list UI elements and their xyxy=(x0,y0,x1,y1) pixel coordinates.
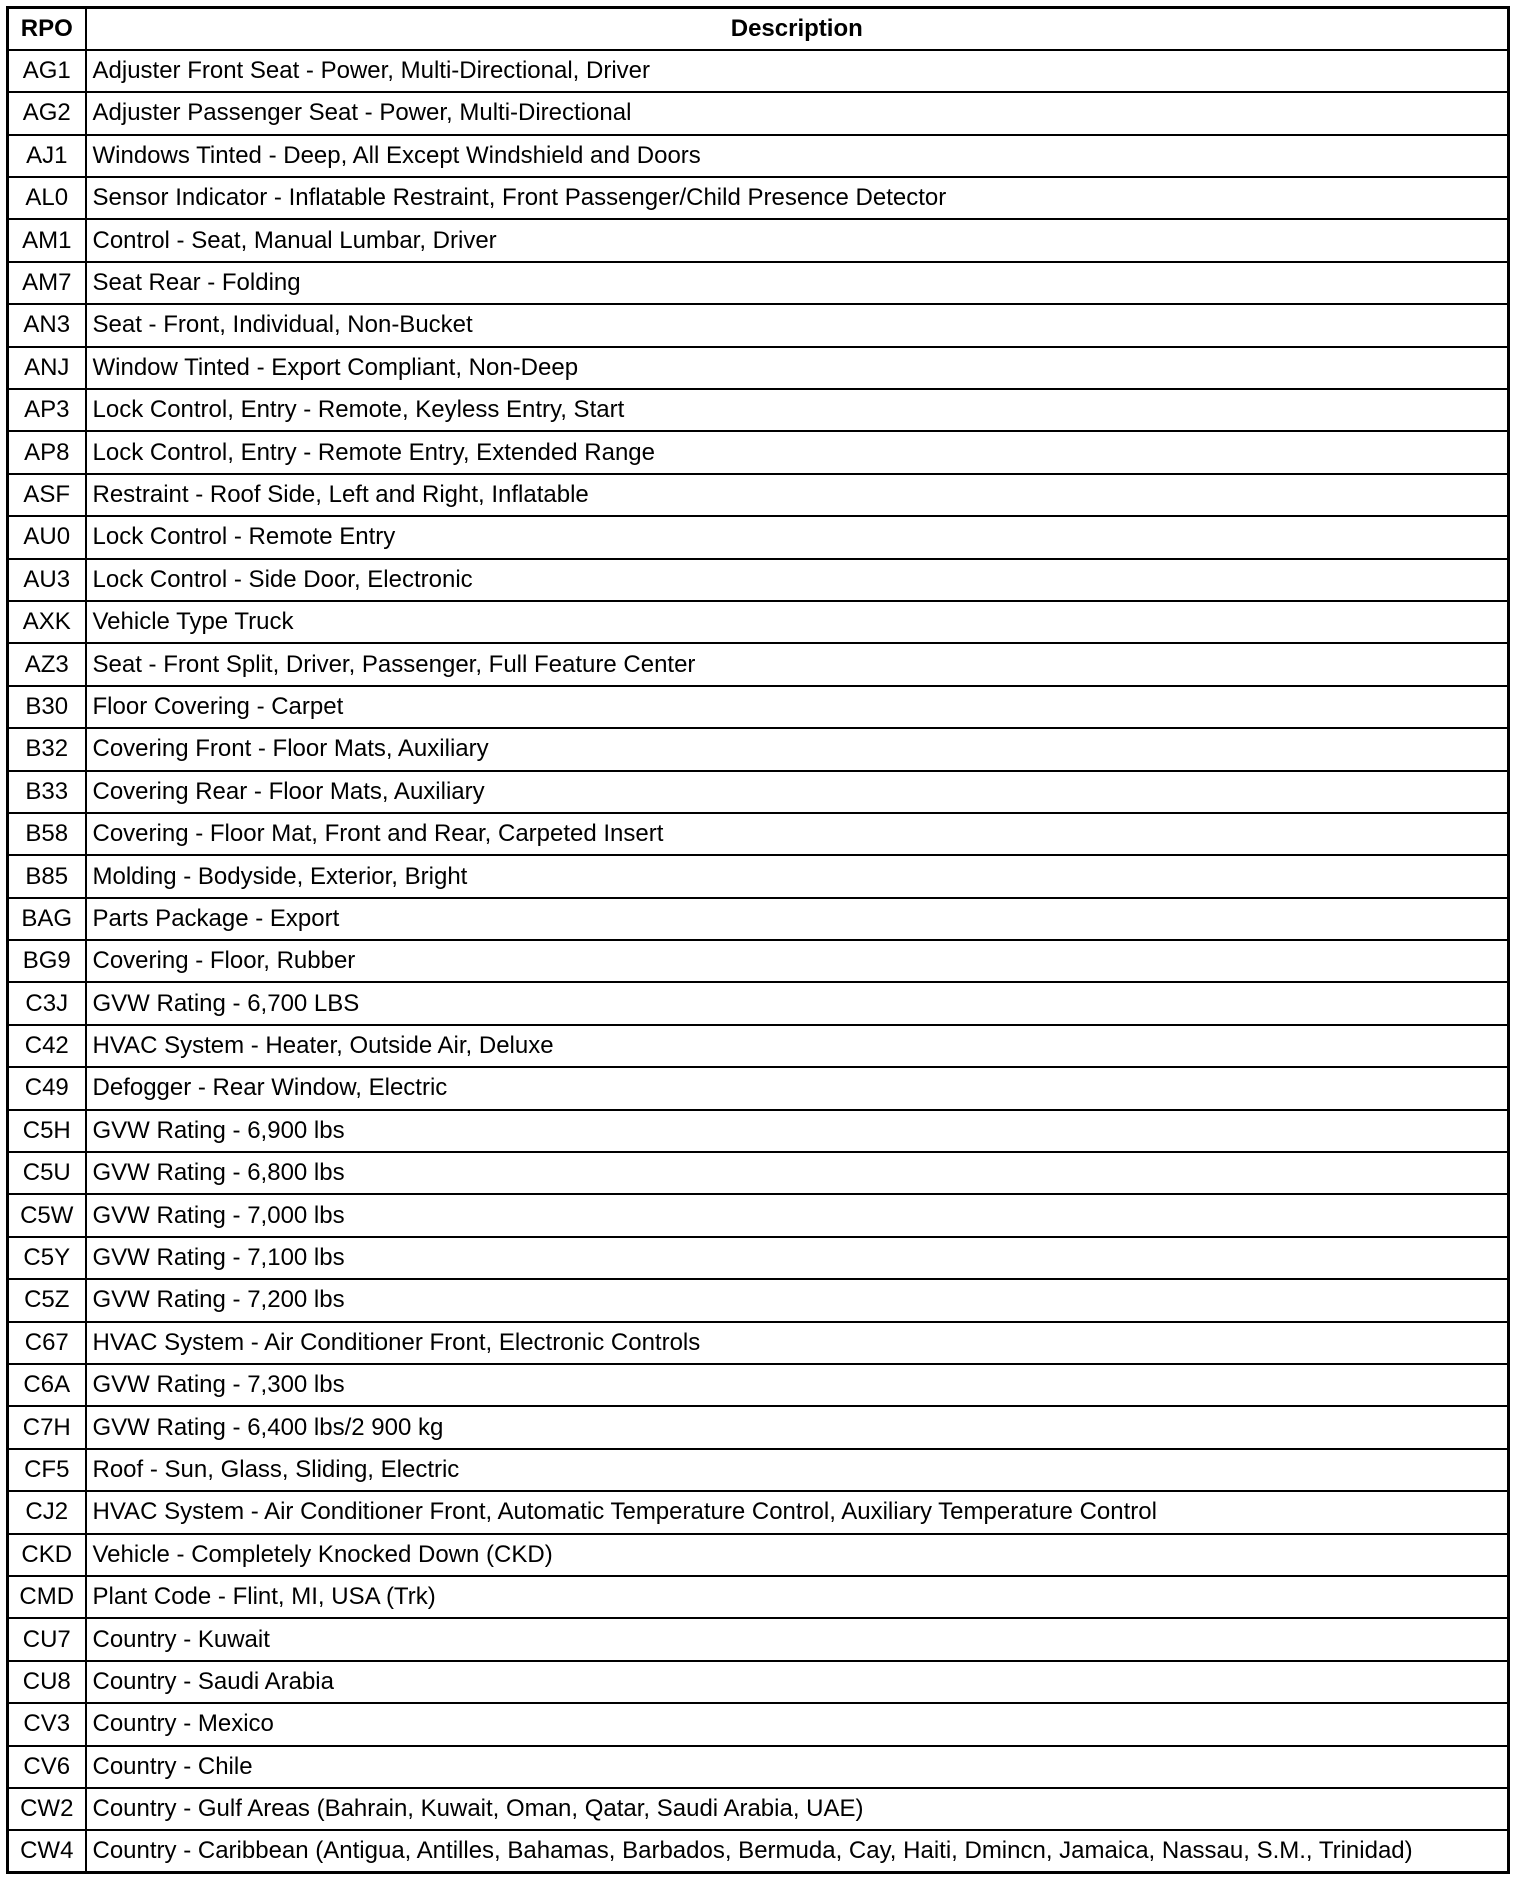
rpo-description: Defogger - Rear Window, Electric xyxy=(86,1067,1509,1109)
table-row xyxy=(8,474,1509,516)
table-row xyxy=(8,1406,1509,1448)
rpo-code: AP3 xyxy=(8,389,86,431)
rpo-description: GVW Rating - 6,700 LBS xyxy=(86,982,1509,1024)
rpo-code: C7H xyxy=(8,1406,86,1448)
table-row xyxy=(8,135,1509,177)
table-row xyxy=(8,1067,1509,1109)
rpo-code: B85 xyxy=(8,855,86,897)
rpo-description: Molding - Bodyside, Exterior, Bright xyxy=(86,855,1509,897)
rpo-code: B30 xyxy=(8,686,86,728)
rpo-description: Plant Code - Flint, MI, USA (Trk) xyxy=(86,1576,1509,1618)
table-body xyxy=(8,50,1509,1873)
rpo-code: AZ3 xyxy=(8,643,86,685)
rpo-description: GVW Rating - 6,400 lbs/2 900 kg xyxy=(86,1406,1509,1448)
table-row xyxy=(8,389,1509,431)
rpo-code: CU8 xyxy=(8,1661,86,1703)
rpo-description: Control - Seat, Manual Lumbar, Driver xyxy=(86,219,1509,261)
rpo-description: GVW Rating - 7,100 lbs xyxy=(86,1237,1509,1279)
rpo-description: Parts Package - Export xyxy=(86,898,1509,940)
rpo-description: Adjuster Front Seat - Power, Multi-Directional, Driver xyxy=(86,50,1509,92)
rpo-code: CJ2 xyxy=(8,1491,86,1533)
rpo-code: C67 xyxy=(8,1322,86,1364)
rpo-code: B32 xyxy=(8,728,86,770)
rpo-description: Seat Rear - Folding xyxy=(86,262,1509,304)
table-row xyxy=(8,1534,1509,1576)
rpo-description: Country - Kuwait xyxy=(86,1618,1509,1660)
table-row xyxy=(8,92,1509,134)
rpo-code: AM7 xyxy=(8,262,86,304)
rpo-code: CMD xyxy=(8,1576,86,1618)
rpo-code: CF5 xyxy=(8,1449,86,1491)
rpo-description: Covering - Floor, Rubber xyxy=(86,940,1509,982)
table-row xyxy=(8,898,1509,940)
table-row xyxy=(8,1788,1509,1830)
header-description: Description xyxy=(86,8,1509,50)
rpo-code: ANJ xyxy=(8,347,86,389)
table-row xyxy=(8,982,1509,1024)
rpo-code: CW4 xyxy=(8,1830,86,1872)
table-row xyxy=(8,728,1509,770)
rpo-description: Lock Control, Entry - Remote Entry, Extended Range xyxy=(86,431,1509,473)
rpo-description: Seat - Front Split, Driver, Passenger, Full Feature Center xyxy=(86,643,1509,685)
table-row xyxy=(8,516,1509,558)
rpo-code: C42 xyxy=(8,1025,86,1067)
rpo-code: CU7 xyxy=(8,1618,86,1660)
rpo-code: CW2 xyxy=(8,1788,86,1830)
rpo-description: Covering Front - Floor Mats, Auxiliary xyxy=(86,728,1509,770)
table-row xyxy=(8,940,1509,982)
table-row xyxy=(8,686,1509,728)
table-row xyxy=(8,1703,1509,1745)
rpo-description: Country - Caribbean (Antigua, Antilles, Bahamas, Barbados, Bermuda, Cay, Haiti, Dmincn, Jamaica, Nassau, S.M., Trinidad) xyxy=(86,1830,1509,1872)
table-row xyxy=(8,1110,1509,1152)
rpo-code: B58 xyxy=(8,813,86,855)
table-row xyxy=(8,643,1509,685)
rpo-description: GVW Rating - 7,200 lbs xyxy=(86,1279,1509,1321)
table-row xyxy=(8,50,1509,92)
rpo-code: AM1 xyxy=(8,219,86,261)
table-row xyxy=(8,1194,1509,1236)
table-row xyxy=(8,601,1509,643)
rpo-description: Country - Mexico xyxy=(86,1703,1509,1745)
rpo-description: GVW Rating - 6,900 lbs xyxy=(86,1110,1509,1152)
rpo-description: Windows Tinted - Deep, All Except Windshield and Doors xyxy=(86,135,1509,177)
rpo-code: AJ1 xyxy=(8,135,86,177)
rpo-description: Covering - Floor Mat, Front and Rear, Carpeted Insert xyxy=(86,813,1509,855)
table-row xyxy=(8,559,1509,601)
rpo-code: C5H xyxy=(8,1110,86,1152)
rpo-code: BAG xyxy=(8,898,86,940)
table-row xyxy=(8,304,1509,346)
rpo-code: C5U xyxy=(8,1152,86,1194)
rpo-code: AG1 xyxy=(8,50,86,92)
table-row xyxy=(8,431,1509,473)
rpo-description: HVAC System - Heater, Outside Air, Deluxe xyxy=(86,1025,1509,1067)
rpo-description: HVAC System - Air Conditioner Front, Electronic Controls xyxy=(86,1322,1509,1364)
rpo-description: HVAC System - Air Conditioner Front, Automatic Temperature Control, Auxiliary Temperature Control xyxy=(86,1491,1509,1533)
rpo-code: B33 xyxy=(8,771,86,813)
table-row xyxy=(8,1830,1509,1872)
rpo-description: Window Tinted - Export Compliant, Non-Deep xyxy=(86,347,1509,389)
table-row xyxy=(8,262,1509,304)
rpo-code: ASF xyxy=(8,474,86,516)
rpo-description: Country - Saudi Arabia xyxy=(86,1661,1509,1703)
rpo-code: BG9 xyxy=(8,940,86,982)
table-row xyxy=(8,1152,1509,1194)
table-row xyxy=(8,1025,1509,1067)
table-header xyxy=(8,8,1509,50)
rpo-description: Restraint - Roof Side, Left and Right, Inflatable xyxy=(86,474,1509,516)
rpo-description: Lock Control - Side Door, Electronic xyxy=(86,559,1509,601)
rpo-code: AG2 xyxy=(8,92,86,134)
table-row xyxy=(8,1661,1509,1703)
rpo-description: Sensor Indicator - Inflatable Restraint, Front Passenger/Child Presence Detector xyxy=(86,177,1509,219)
rpo-code: AN3 xyxy=(8,304,86,346)
table-row xyxy=(8,219,1509,261)
table-row xyxy=(8,347,1509,389)
rpo-description: Lock Control - Remote Entry xyxy=(86,516,1509,558)
rpo-description: Floor Covering - Carpet xyxy=(86,686,1509,728)
header-row xyxy=(8,8,1509,50)
rpo-description: GVW Rating - 7,300 lbs xyxy=(86,1364,1509,1406)
rpo-code: C6A xyxy=(8,1364,86,1406)
table-row xyxy=(8,1576,1509,1618)
table-row xyxy=(8,813,1509,855)
table-row xyxy=(8,1449,1509,1491)
table-row xyxy=(8,177,1509,219)
table-row xyxy=(8,771,1509,813)
rpo-code: CKD xyxy=(8,1534,86,1576)
rpo-description: Adjuster Passenger Seat - Power, Multi-Directional xyxy=(86,92,1509,134)
rpo-code: AU0 xyxy=(8,516,86,558)
rpo-description: Lock Control, Entry - Remote, Keyless Entry, Start xyxy=(86,389,1509,431)
rpo-code: C5W xyxy=(8,1194,86,1236)
rpo-description: Vehicle Type Truck xyxy=(86,601,1509,643)
rpo-description: Seat - Front, Individual, Non-Bucket xyxy=(86,304,1509,346)
table-row xyxy=(8,1322,1509,1364)
rpo-code: C5Y xyxy=(8,1237,86,1279)
table-row xyxy=(8,1491,1509,1533)
rpo-code: C3J xyxy=(8,982,86,1024)
table-row xyxy=(8,1618,1509,1660)
rpo-code: CV6 xyxy=(8,1746,86,1788)
header-rpo: RPO xyxy=(8,8,86,50)
table-row xyxy=(8,1237,1509,1279)
rpo-description: GVW Rating - 6,800 lbs xyxy=(86,1152,1509,1194)
rpo-description: Covering Rear - Floor Mats, Auxiliary xyxy=(86,771,1509,813)
table-row xyxy=(8,1279,1509,1321)
table-row xyxy=(8,1746,1509,1788)
table-row xyxy=(8,855,1509,897)
rpo-code: AXK xyxy=(8,601,86,643)
rpo-code: AL0 xyxy=(8,177,86,219)
rpo-table xyxy=(6,6,1510,1874)
rpo-description: Country - Chile xyxy=(86,1746,1509,1788)
rpo-code: AU3 xyxy=(8,559,86,601)
rpo-code: CV3 xyxy=(8,1703,86,1745)
rpo-code: AP8 xyxy=(8,431,86,473)
rpo-description: GVW Rating - 7,000 lbs xyxy=(86,1194,1509,1236)
rpo-description: Country - Gulf Areas (Bahrain, Kuwait, Oman, Qatar, Saudi Arabia, UAE) xyxy=(86,1788,1509,1830)
rpo-code: C49 xyxy=(8,1067,86,1109)
rpo-description: Vehicle - Completely Knocked Down (CKD) xyxy=(86,1534,1509,1576)
table-row xyxy=(8,1364,1509,1406)
rpo-description: Roof - Sun, Glass, Sliding, Electric xyxy=(86,1449,1509,1491)
rpo-code: C5Z xyxy=(8,1279,86,1321)
